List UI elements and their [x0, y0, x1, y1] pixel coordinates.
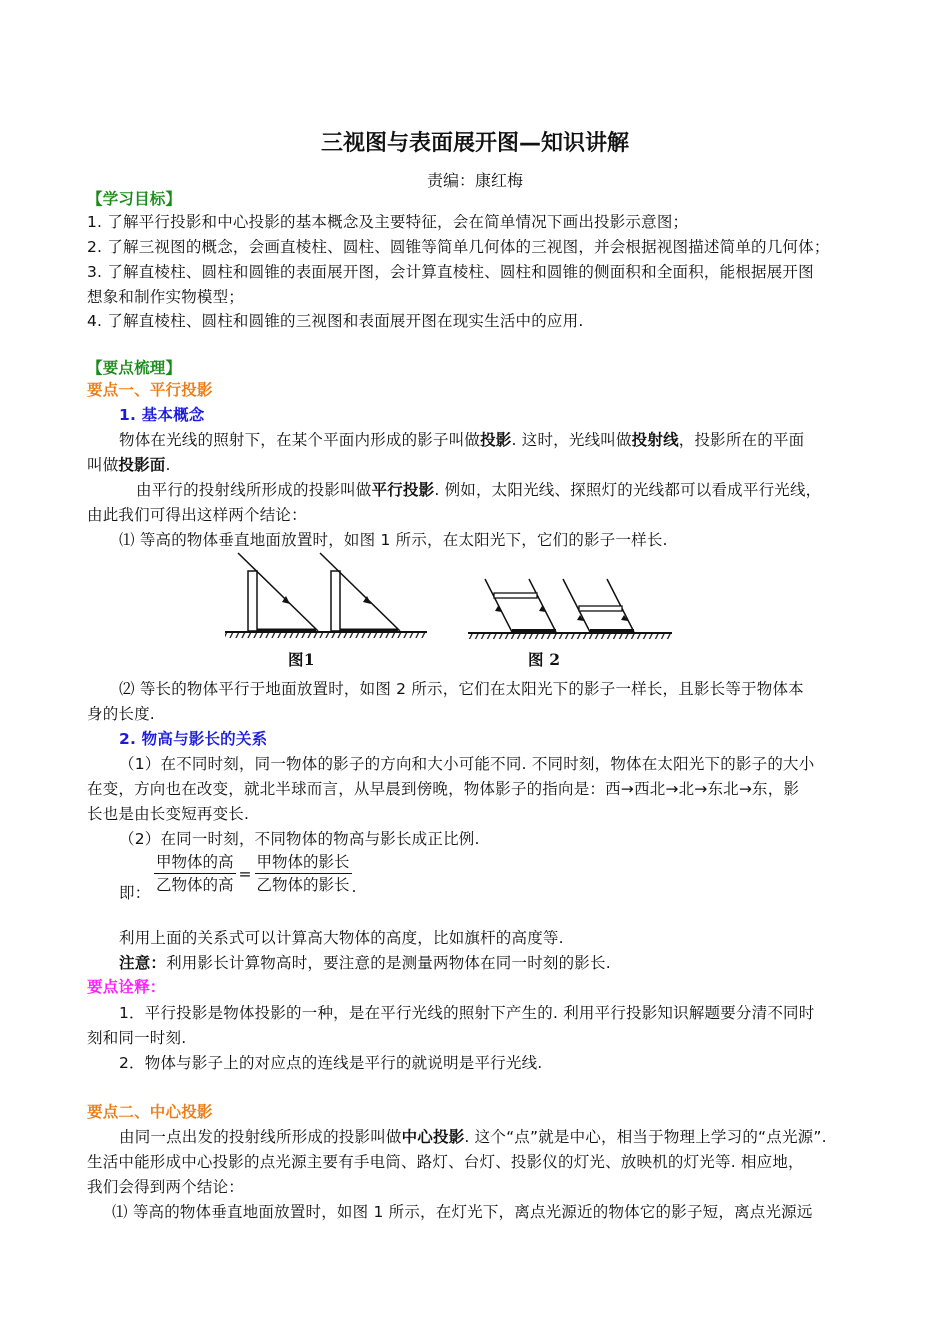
paragraph: （1）在不同时刻，同一物体的影子的方向和大小可能不同. 不同时刻，物体在太阳光下的影子的大小	[119, 755, 815, 773]
fraction-left	[154, 851, 236, 896]
numerator: 甲物体的影长	[255, 851, 352, 874]
paragraph: 在变，方向也在改变，就北半球而言，从早晨到傍晚，物体影子的指向是：西→西北→北→东北→东，影	[87, 780, 800, 798]
paragraph: （2）在同一时刻，不同物体的物高与影长成正比例.	[119, 830, 480, 848]
figure-2	[468, 579, 672, 639]
period: .	[351, 878, 357, 896]
text: 叫做	[87, 456, 119, 474]
pole	[248, 571, 257, 631]
text: 物体在光线的照射下，在某个平面内形成的影子叫做	[119, 431, 481, 449]
paragraph: 由此我们可得出这样两个结论：	[87, 506, 307, 524]
conclusion-1: ⑴ 等高的物体垂直地面放置时，如图 1 所示，在太阳光下，它们的影子一样长.	[119, 531, 668, 549]
text: . 这时，光线叫做	[511, 431, 632, 449]
conclusion-1: ⑴ 等高的物体垂直地面放置时，如图 1 所示，在灯光下，离点光源近的物体它的影子短，离点光源远	[112, 1203, 813, 1221]
paragraph: 我们会得到两个结论：	[87, 1178, 245, 1196]
paragraph: 生活中能形成中心投影的点光源主要有手电筒、路灯、台灯、投影仪的灯光、放映机的灯光等. 相应地，	[87, 1153, 804, 1171]
text: .	[165, 456, 171, 474]
proportion-formula	[154, 851, 356, 896]
paragraph	[119, 1127, 827, 1147]
text: 由平行的投射线所形成的投影叫做	[136, 481, 372, 499]
term-projection-line: 投射线	[631, 431, 679, 449]
rod	[579, 606, 622, 611]
ji-label: 即：	[119, 884, 151, 902]
document-title: 三视图与表面展开图—知识讲解	[320, 131, 629, 156]
figure-1-caption: 图1	[288, 650, 315, 669]
goal-item: 1. 了解平行投影和中心投影的基本概念及主要特征，会在简单情况下画出投影示意图；	[87, 213, 689, 231]
explanation-item: 2．物体与影子上的对应点的连线是平行的就说明是平行光线.	[119, 1054, 543, 1072]
term-parallel-projection: 平行投影	[371, 481, 435, 499]
light-ray	[485, 579, 512, 632]
term-central-projection: 中心投影	[401, 1128, 465, 1146]
note	[119, 953, 611, 973]
subheading-basic-concept: 1. 基本概念	[119, 406, 205, 424]
note-label: 注意：	[119, 954, 167, 972]
equals-sign: =	[238, 864, 252, 883]
paragraph: 长也是由长变短再变长.	[87, 805, 250, 823]
conclusion-2-cont: 身的长度.	[87, 705, 155, 723]
paragraph: 利用上面的关系式可以计算高大物体的高度，比如旗杆的高度等.	[119, 929, 564, 947]
explanation-heading: 要点诠释：	[87, 978, 166, 996]
subheading-height-shadow: 2. 物高与影长的关系	[119, 730, 268, 748]
goal-item: 想象和制作实物模型；	[87, 288, 245, 306]
author: 责编：康红梅	[426, 171, 523, 190]
denominator: 乙物体的影长	[256, 876, 350, 894]
text: . 这个“点”就是中心，相当于物理上学习的“点光源”.	[464, 1128, 827, 1146]
section-heading-goals: 【学习目标】	[87, 190, 182, 208]
explanation-item-cont: 刻和同一时刻.	[87, 1029, 187, 1047]
arrow	[363, 596, 371, 604]
goal-item: 2. 了解三视图的概念，会画直棱柱、圆柱、圆锥等简单几何体的三视图，并会根据视图描述简单的几何体；	[87, 238, 830, 256]
conclusion-2: ⑵ 等长的物体平行于地面放置时，如图 2 所示，它们在太阳光下的影子一样长，且影长等于物体本	[119, 680, 804, 698]
point2-heading: 要点二、中心投影	[87, 1103, 213, 1121]
fraction-right	[255, 851, 352, 896]
explanation-item: 1．平行投影是物体投影的一种，是在平行光线的照射下产生的. 利用平行投影知识解题要分清不同时	[119, 1004, 815, 1022]
rod	[494, 593, 537, 598]
text: . 例如，太阳光线、探照灯的光线都可以看成平行光线，	[434, 481, 822, 499]
text: 由同一点出发的投射线所形成的投影叫做	[119, 1128, 402, 1146]
numerator: 甲物体的高	[154, 851, 236, 874]
figure-1	[225, 553, 427, 638]
goal-item: 4. 了解直棱柱、圆柱和圆锥的三视图和表面展开图在现实生活中的应用.	[87, 312, 584, 330]
figure-2-caption: 图 2	[528, 650, 561, 669]
term-projection-plane: 投影面	[118, 456, 166, 474]
text: ，投影所在的平面	[678, 431, 805, 449]
goal-item: 3. 了解直棱柱、圆柱和圆锥的表面展开图，会计算直棱柱、圆柱和圆锥的侧面积和全面积，能根据展开图	[87, 263, 814, 281]
note-text: 利用影长计算物高时，要注意的是测量两物体在同一时刻的影长.	[166, 954, 611, 972]
light-ray	[529, 579, 556, 632]
denominator: 乙物体的高	[156, 876, 234, 894]
section-heading-summary: 【要点梳理】	[87, 359, 182, 377]
term-projection: 投影	[480, 431, 512, 449]
pole	[331, 571, 340, 631]
point1-heading: 要点一、平行投影	[87, 381, 213, 399]
